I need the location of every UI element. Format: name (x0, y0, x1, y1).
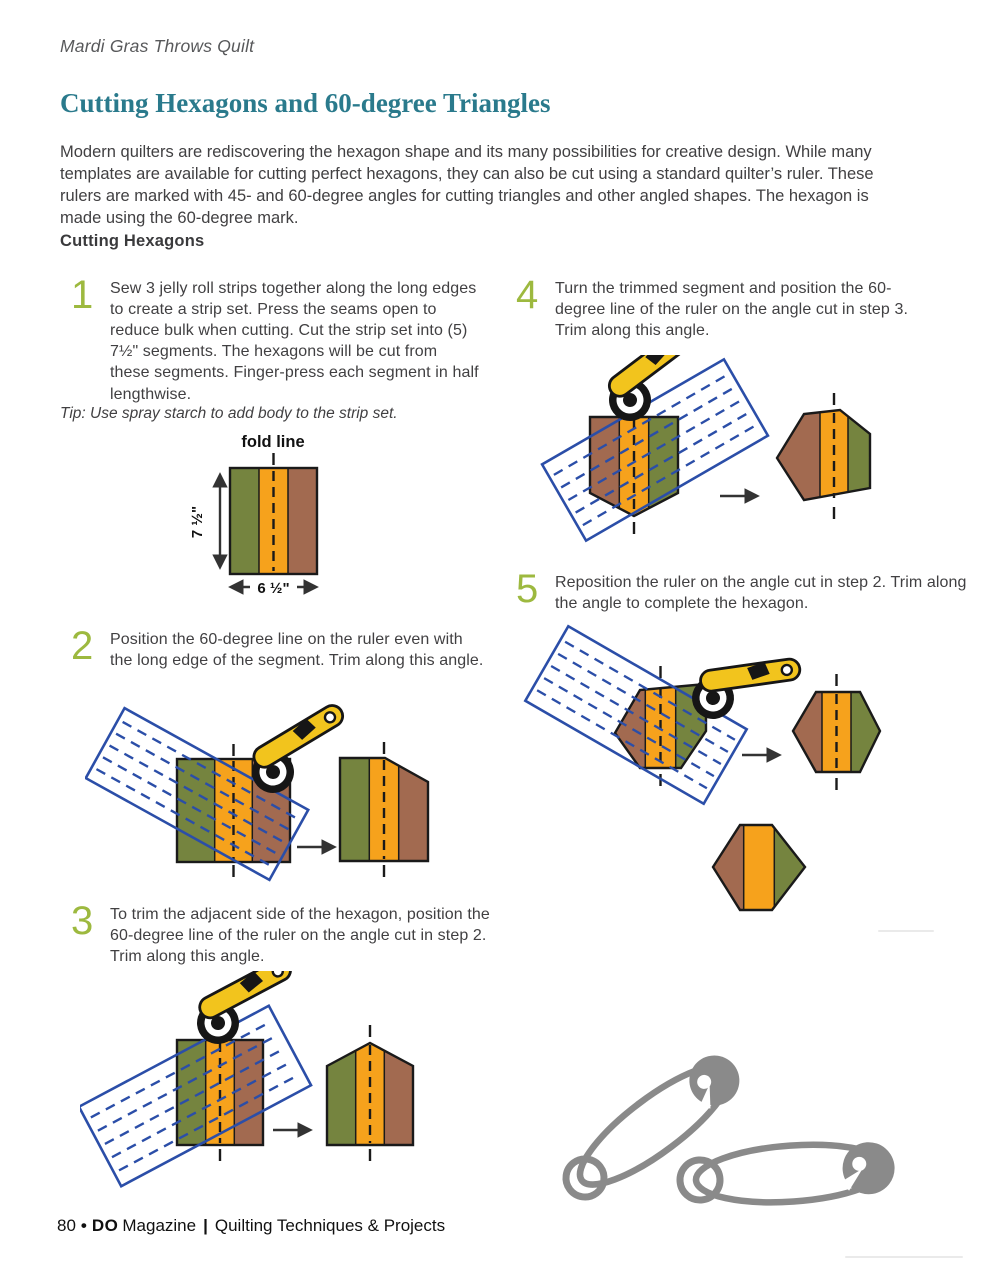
trimmed-segment (327, 1025, 413, 1161)
page-footer (57, 1216, 445, 1236)
width-label: 6 ½" (257, 580, 290, 597)
scan-artifact (878, 930, 934, 932)
hexagon-in-progress (613, 666, 708, 786)
step-4-figure (520, 355, 970, 570)
step-text: Sew 3 jelly roll strips together along the long edges to create a strip set. Press the seams open to reduce bulk when cutting. Cut the strip set into (5) 7½" segments. The hexagons will be cut from these segments. Finger-press each segment in half lengthwise. (110, 280, 479, 403)
height-dimension (189, 476, 220, 566)
rotary-cutter-icon (595, 355, 713, 425)
section-heading: Cutting Hexagons (60, 232, 205, 250)
safety-pins-illustration (550, 1030, 970, 1220)
page-title: Cutting Hexagons and 60-degree Triangles (60, 88, 551, 118)
step-2-figure (85, 697, 455, 902)
step-1 (71, 273, 481, 405)
footer-bullet: • (80, 1216, 87, 1235)
hexagon-partial (775, 393, 872, 519)
step-5 (516, 567, 971, 614)
step-3 (71, 899, 496, 967)
step-3-figure (80, 971, 470, 1216)
footer-divider: | (203, 1216, 208, 1235)
footer-tagline: Quilting Techniques & Projects (214, 1216, 446, 1235)
height-label: 7 ½" (189, 505, 206, 539)
step-text: To trim the adjacent side of the hexagon, position the 60-degree line of the ruler on the angle cut in step 2. Trim along this angle. (110, 906, 490, 966)
intro-paragraph: Modern quilters are rediscovering the hexagon shape and its many possibilities for creative design. While many templates are available for cutting perfect hexagons, they can also be cut using a standard quilter’s ruler. These rulers are marked with 45- and 60-degree angles for cutting triangles and other angled shapes. The hexagon is made using the 60-degree mark. (60, 143, 874, 227)
hexagon-complete (791, 674, 882, 790)
quilting-ruler (80, 1006, 311, 1186)
step-number: 5 (516, 567, 539, 611)
step-2 (71, 624, 486, 671)
step-number: 2 (71, 624, 94, 668)
strip-set (230, 468, 317, 574)
step-number: 3 (71, 899, 94, 943)
width-dimension (232, 580, 315, 597)
step-text: Turn the trimmed segment and position the 60-degree line of the ruler on the angle cut in step 3. Trim along this angle. (555, 280, 908, 340)
trimmed-segment (340, 742, 428, 877)
step-text: Position the 60-degree line on the ruler even with the long edge of the segment. Trim along this angle. (110, 631, 484, 670)
scan-artifact (845, 1256, 963, 1258)
tip-text: Tip: Use spray starch to add body to the strip set. (60, 405, 398, 422)
finished-hexagon (700, 812, 830, 942)
safety-pin-icon (678, 1138, 896, 1209)
magazine-brand: DO (91, 1216, 119, 1235)
magazine-word: Magazine (122, 1216, 197, 1235)
step-text: Reposition the ruler on the angle cut in step 2. Trim along the angle to complete the hexagon. (555, 574, 967, 613)
rotary-cutter-icon (244, 700, 356, 796)
fold-line-diagram (180, 430, 410, 610)
running-header: Mardi Gras Throws Quilt (60, 36, 255, 56)
page-number: 80 (57, 1216, 76, 1235)
step-4 (516, 273, 936, 341)
fold-line-label: fold line (241, 433, 305, 451)
step-number: 1 (71, 273, 94, 317)
step-number: 4 (516, 273, 539, 317)
